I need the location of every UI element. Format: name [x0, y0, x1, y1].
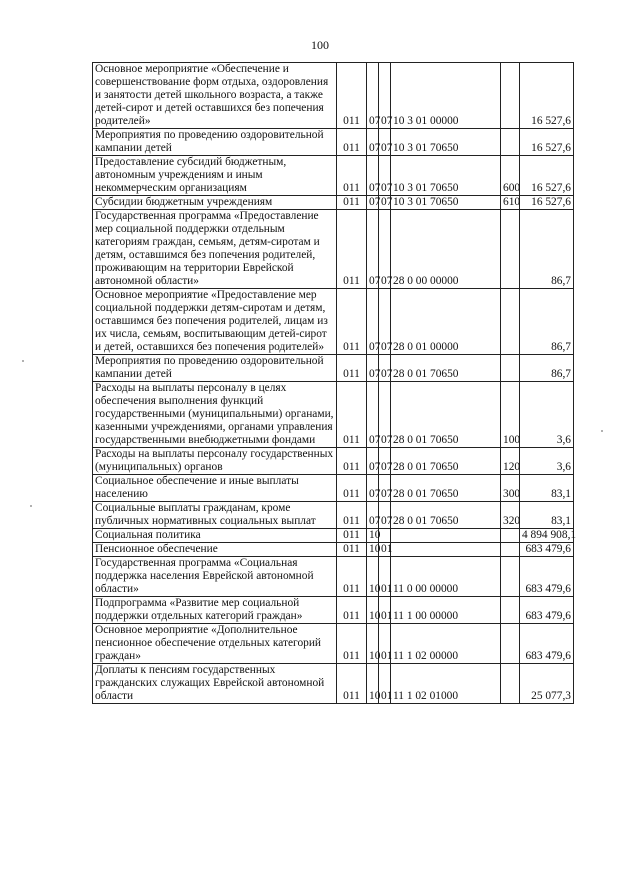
row-code-cell: 011 [337, 289, 367, 355]
row-subsection-cell: 07 [379, 448, 391, 475]
table-row [93, 63, 574, 129]
row-target-article-cell: 10 3 01 70650 [391, 129, 501, 156]
row-target-article-cell: 28 0 01 70650 [391, 382, 501, 448]
row-name-cell: Подпрограмма «Развитие мер социальной поддержки отдельных категорий граждан» [93, 597, 337, 624]
row-target-article-cell: 28 0 01 00000 [391, 289, 501, 355]
row-expense-type-cell [501, 529, 520, 543]
row-amount-cell: 25 077,3 [520, 664, 574, 704]
row-expense-type-cell [501, 557, 520, 597]
table-row [93, 557, 574, 597]
row-expense-type-cell: 300 [501, 475, 520, 502]
row-name-cell: Основное мероприятие «Обеспечение и совершенствование форм отдыха, оздоровления и занятости детей школьного возраста, а также детей-сирот и детей оставшихся без попечения родителей» [93, 63, 337, 129]
row-target-article-cell: 28 0 01 70650 [391, 475, 501, 502]
row-subsection-cell: 07 [379, 129, 391, 156]
row-target-article-cell: 11 1 02 01000 [391, 664, 501, 704]
row-section-cell: 10 [367, 543, 379, 557]
row-subsection-cell: 07 [379, 475, 391, 502]
row-name-cell: Социальные выплаты гражданам, кроме публичных нормативных социальных выплат [93, 502, 337, 529]
row-code-cell: 011 [337, 448, 367, 475]
row-code-cell: 011 [337, 196, 367, 210]
row-code-cell: 011 [337, 382, 367, 448]
row-code-cell: 011 [337, 502, 367, 529]
row-target-article-cell: 10 3 01 70650 [391, 156, 501, 196]
row-name-cell: Социальное обеспечение и иные выплаты населению [93, 475, 337, 502]
row-amount-cell: 4 894 908,1 [520, 529, 574, 543]
row-amount-cell: 86,7 [520, 355, 574, 382]
table-row [93, 475, 574, 502]
table-row [93, 448, 574, 475]
row-code-cell: 011 [337, 597, 367, 624]
row-expense-type-cell [501, 543, 520, 557]
table-row [93, 289, 574, 355]
row-subsection-cell: 01 [379, 597, 391, 624]
row-section-cell: 10 [367, 664, 379, 704]
row-section-cell: 07 [367, 448, 379, 475]
row-subsection-cell: 07 [379, 382, 391, 448]
row-section-cell: 07 [367, 156, 379, 196]
row-amount-cell: 3,6 [520, 382, 574, 448]
row-section-cell: 07 [367, 63, 379, 129]
row-subsection-cell: 07 [379, 502, 391, 529]
row-target-article-cell: 11 0 00 00000 [391, 557, 501, 597]
row-name-cell: Доплаты к пенсиям государственных гражданских служащих Еврейской автономной области [93, 664, 337, 704]
row-name-cell: Субсидии бюджетным учреждениям [93, 196, 337, 210]
row-name-cell: Предоставление субсидий бюджетным, автономным учреждениям и иным некоммерческим организациям [93, 156, 337, 196]
budget-table [92, 62, 577, 704]
row-code-cell: 011 [337, 475, 367, 502]
row-target-article-cell: 28 0 00 00000 [391, 210, 501, 289]
row-name-cell: Расходы на выплаты персоналу государственных (муниципальных) органов [93, 448, 337, 475]
row-section-cell: 10 [367, 597, 379, 624]
row-subsection-cell: 07 [379, 210, 391, 289]
row-target-article-cell: 11 1 02 00000 [391, 624, 501, 664]
row-section-cell: 07 [367, 129, 379, 156]
table-row [93, 196, 574, 210]
table-row [93, 597, 574, 624]
row-name-cell: Социальная политика [93, 529, 337, 543]
table-row [93, 355, 574, 382]
row-amount-cell: 683 479,6 [520, 597, 574, 624]
row-code-cell: 011 [337, 543, 367, 557]
row-expense-type-cell [501, 129, 520, 156]
row-code-cell: 011 [337, 529, 367, 543]
table-row [93, 210, 574, 289]
table-row [93, 156, 574, 196]
row-target-article-cell: 11 1 00 00000 [391, 597, 501, 624]
row-subsection-cell: 07 [379, 196, 391, 210]
row-subsection-cell: 01 [379, 664, 391, 704]
row-amount-cell: 3,6 [520, 448, 574, 475]
row-amount-cell: 86,7 [520, 210, 574, 289]
row-section-cell: 07 [367, 382, 379, 448]
table-row [93, 129, 574, 156]
row-expense-type-cell: 610 [501, 196, 520, 210]
row-subsection-cell: 07 [379, 289, 391, 355]
row-amount-cell: 16 527,6 [520, 196, 574, 210]
row-section-cell: 10 [367, 624, 379, 664]
row-amount-cell: 83,1 [520, 502, 574, 529]
page-number: 100 [311, 38, 329, 52]
row-name-cell: Пенсионное обеспечение [93, 543, 337, 557]
row-name-cell: Мероприятия по проведению оздоровительной кампании детей [93, 129, 337, 156]
row-expense-type-cell [501, 355, 520, 382]
row-target-article-cell: 10 3 01 70650 [391, 196, 501, 210]
row-expense-type-cell [501, 63, 520, 129]
row-name-cell: Расходы на выплаты персоналу в целях обеспечения выполнения функций государственными (муниципальными) органами, казенными учреждениями, органами управления государственными внебюджетными фондами [93, 382, 337, 448]
row-target-article-cell: 28 0 01 70650 [391, 448, 501, 475]
row-code-cell: 011 [337, 557, 367, 597]
row-section-cell: 07 [367, 355, 379, 382]
row-amount-cell: 16 527,6 [520, 129, 574, 156]
row-code-cell: 011 [337, 210, 367, 289]
row-subsection-cell: 01 [379, 624, 391, 664]
row-name-cell: Мероприятия по проведению оздоровительной кампании детей [93, 355, 337, 382]
row-expense-type-cell: 320 [501, 502, 520, 529]
row-expense-type-cell: 100 [501, 382, 520, 448]
row-section-cell: 07 [367, 502, 379, 529]
row-section-cell: 07 [367, 210, 379, 289]
row-amount-cell: 683 479,6 [520, 543, 574, 557]
row-code-cell: 011 [337, 664, 367, 704]
row-section-cell: 10 [367, 529, 379, 543]
row-target-article-cell [391, 529, 501, 543]
row-subsection-cell: 07 [379, 63, 391, 129]
row-name-cell: Основное мероприятие «Предоставление мер социальной поддержки детям-сиротам и детям, оставшимся без попечения родителей, лицам из их числа, семьям, воспитывающим детей-сирот и детей, оставшихся без попечения родителей» [93, 289, 337, 355]
row-expense-type-cell [501, 664, 520, 704]
row-name-cell: Государственная программа «Предоставление мер социальной поддержки отдельным категориям граждан, семьям, детям-сиротам и детям, оставшимся без попечения родителей, проживающим на территории Еврейской автономной области» [93, 210, 337, 289]
row-expense-type-cell [501, 289, 520, 355]
row-section-cell: 07 [367, 196, 379, 210]
row-section-cell: 07 [367, 475, 379, 502]
table-row [93, 624, 574, 664]
row-amount-cell: 86,7 [520, 289, 574, 355]
row-target-article-cell [391, 543, 501, 557]
row-subsection-cell: 07 [379, 156, 391, 196]
row-subsection-cell: 07 [379, 355, 391, 382]
row-expense-type-cell [501, 597, 520, 624]
row-target-article-cell: 28 0 01 70650 [391, 355, 501, 382]
budget-table-body [93, 63, 577, 704]
row-amount-cell: 16 527,6 [520, 156, 574, 196]
row-name-cell: Государственная программа «Социальная поддержка населения Еврейской автономной области» [93, 557, 337, 597]
scan-speck [30, 505, 32, 507]
row-section-cell: 10 [367, 557, 379, 597]
table-row [93, 664, 574, 704]
row-expense-type-cell [501, 624, 520, 664]
row-code-cell: 011 [337, 156, 367, 196]
row-code-cell: 011 [337, 129, 367, 156]
row-code-cell: 011 [337, 63, 367, 129]
row-target-article-cell: 28 0 01 70650 [391, 502, 501, 529]
row-section-cell: 07 [367, 289, 379, 355]
table-row [93, 529, 574, 543]
row-name-cell: Основное мероприятие «Дополнительное пенсионное обеспечение отдельных категорий граждан» [93, 624, 337, 664]
row-amount-cell: 16 527,6 [520, 63, 574, 129]
row-amount-cell: 83,1 [520, 475, 574, 502]
row-code-cell: 011 [337, 355, 367, 382]
row-subsection-cell: 01 [379, 557, 391, 597]
row-expense-type-cell: 120 [501, 448, 520, 475]
row-amount-cell: 683 479,6 [520, 557, 574, 597]
row-amount-cell: 683 479,6 [520, 624, 574, 664]
scan-speck [22, 360, 24, 362]
scan-speck [601, 430, 603, 432]
row-target-article-cell: 10 3 01 00000 [391, 63, 501, 129]
table-row [93, 543, 574, 557]
row-subsection-cell: 01 [379, 543, 391, 557]
table-row [93, 502, 574, 529]
row-code-cell: 011 [337, 624, 367, 664]
row-expense-type-cell [501, 210, 520, 289]
row-expense-type-cell: 600 [501, 156, 520, 196]
table-row [93, 382, 574, 448]
